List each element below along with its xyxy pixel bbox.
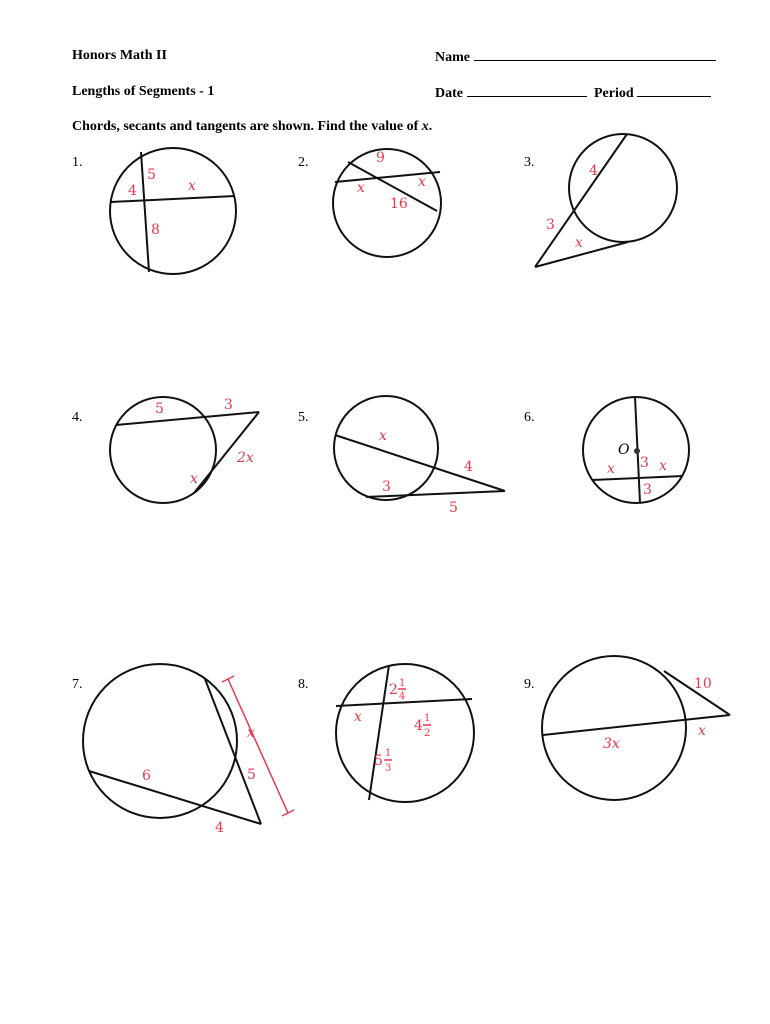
problem-2-label-16: 16 bbox=[390, 196, 408, 212]
problem-5-label-4: 4 bbox=[464, 459, 473, 475]
problem-2-label-x-right: x bbox=[418, 174, 426, 190]
problem-8-chord-vertical bbox=[369, 665, 392, 800]
problem-5-label-x: x bbox=[379, 428, 387, 444]
problem-9-label-3x: 3x bbox=[603, 736, 620, 752]
worksheet-title: Lengths of Segments - 1 bbox=[72, 84, 215, 99]
problem-5-number: 5. bbox=[298, 410, 309, 425]
problem-6-number: 6. bbox=[524, 410, 535, 425]
problem-6-label-3-lower: 3 bbox=[643, 482, 652, 498]
problem-8-label-5-num: 1 bbox=[385, 748, 392, 759]
problem-5-secant-upper bbox=[335, 435, 505, 491]
problem-7-label-4: 4 bbox=[215, 820, 224, 836]
problem-9-label-10: 10 bbox=[694, 676, 712, 692]
problem-2-figure bbox=[333, 149, 441, 257]
problem-7-label-6: 6 bbox=[142, 768, 151, 784]
problem-6-label-O: O bbox=[618, 442, 630, 458]
problem-6-label-3-upper: 3 bbox=[640, 455, 649, 471]
period-label: Period bbox=[594, 86, 634, 101]
problem-4-label-2x: 2x bbox=[237, 450, 254, 466]
problem-4-label-x: x bbox=[190, 471, 198, 487]
problem-6-center-dot bbox=[634, 448, 640, 454]
problem-7-label-5: 5 bbox=[247, 767, 256, 783]
instructions-variable: x bbox=[421, 119, 429, 134]
problem-2-circle bbox=[333, 149, 441, 257]
problem-8-label-2-den: 4 bbox=[399, 691, 406, 702]
problem-9-number: 9. bbox=[524, 677, 535, 692]
problem-8-label-4-den: 2 bbox=[424, 728, 431, 739]
problem-5-label-3: 3 bbox=[382, 479, 391, 495]
problem-1-label-4: 4 bbox=[128, 183, 137, 199]
problem-4-figure bbox=[110, 397, 259, 503]
problem-9-label-x: x bbox=[698, 723, 706, 739]
problem-3-number: 3. bbox=[524, 155, 535, 170]
problem-2-label-9: 9 bbox=[376, 150, 385, 166]
problem-8-label-5-den: 3 bbox=[385, 763, 392, 774]
problem-8-label-5: 5 bbox=[374, 753, 383, 769]
problem-1-circle bbox=[110, 148, 236, 274]
problem-9-figure bbox=[542, 656, 730, 800]
problem-7-figure bbox=[83, 664, 294, 836]
problem-8-label-4: 4 bbox=[414, 718, 423, 734]
course-name: Honors Math II bbox=[72, 48, 167, 63]
problem-7-tangent bbox=[205, 679, 261, 824]
date-label: Date bbox=[435, 86, 463, 101]
problem-6-figure bbox=[583, 397, 689, 503]
problem-2-label-x-left: x bbox=[357, 180, 365, 196]
problem-7-label-x: x bbox=[247, 725, 255, 741]
instructions-period: . bbox=[428, 119, 433, 134]
problem-7-bracket-end-top bbox=[222, 676, 234, 682]
problem-8-label-4-num: 1 bbox=[424, 713, 431, 724]
problem-3-label-x: x bbox=[575, 235, 583, 251]
problem-7-number: 7. bbox=[72, 677, 83, 692]
problem-1-number: 1. bbox=[72, 155, 83, 170]
problem-8-number: 8. bbox=[298, 677, 309, 692]
problem-6-chord bbox=[592, 476, 683, 480]
problem-8-label-2-num: 1 bbox=[399, 678, 406, 689]
problem-8-label-x: x bbox=[354, 709, 362, 725]
problem-5-figure bbox=[334, 396, 505, 516]
problem-4-number: 4. bbox=[72, 410, 83, 425]
problem-1-label-5: 5 bbox=[147, 167, 156, 183]
problem-6-label-x-left: x bbox=[607, 461, 615, 477]
problem-3-circle bbox=[569, 134, 677, 242]
problem-2-number: 2. bbox=[298, 155, 309, 170]
problem-6-label-x-right: x bbox=[659, 458, 667, 474]
problem-3-label-3: 3 bbox=[546, 217, 555, 233]
problem-7-circle bbox=[83, 664, 237, 818]
problem-5-label-5: 5 bbox=[449, 500, 458, 516]
problem-3-label-4: 4 bbox=[589, 163, 598, 179]
problem-1-figure bbox=[110, 148, 236, 274]
problem-3-figure bbox=[535, 134, 677, 267]
instructions-text: Chords, secants and tangents are shown. Find the value of bbox=[72, 119, 422, 134]
name-label: Name bbox=[435, 50, 470, 65]
problem-4-label-5: 5 bbox=[155, 401, 164, 417]
problem-4-secant bbox=[116, 412, 259, 425]
problem-8-figure bbox=[336, 664, 474, 802]
problem-4-label-3: 3 bbox=[224, 397, 233, 413]
problem-1-label-x: x bbox=[188, 178, 196, 194]
problem-8-label-2: 2 bbox=[389, 682, 398, 698]
problem-1-label-8: 8 bbox=[151, 222, 160, 238]
problem-7-bracket-end-bottom bbox=[282, 810, 294, 816]
